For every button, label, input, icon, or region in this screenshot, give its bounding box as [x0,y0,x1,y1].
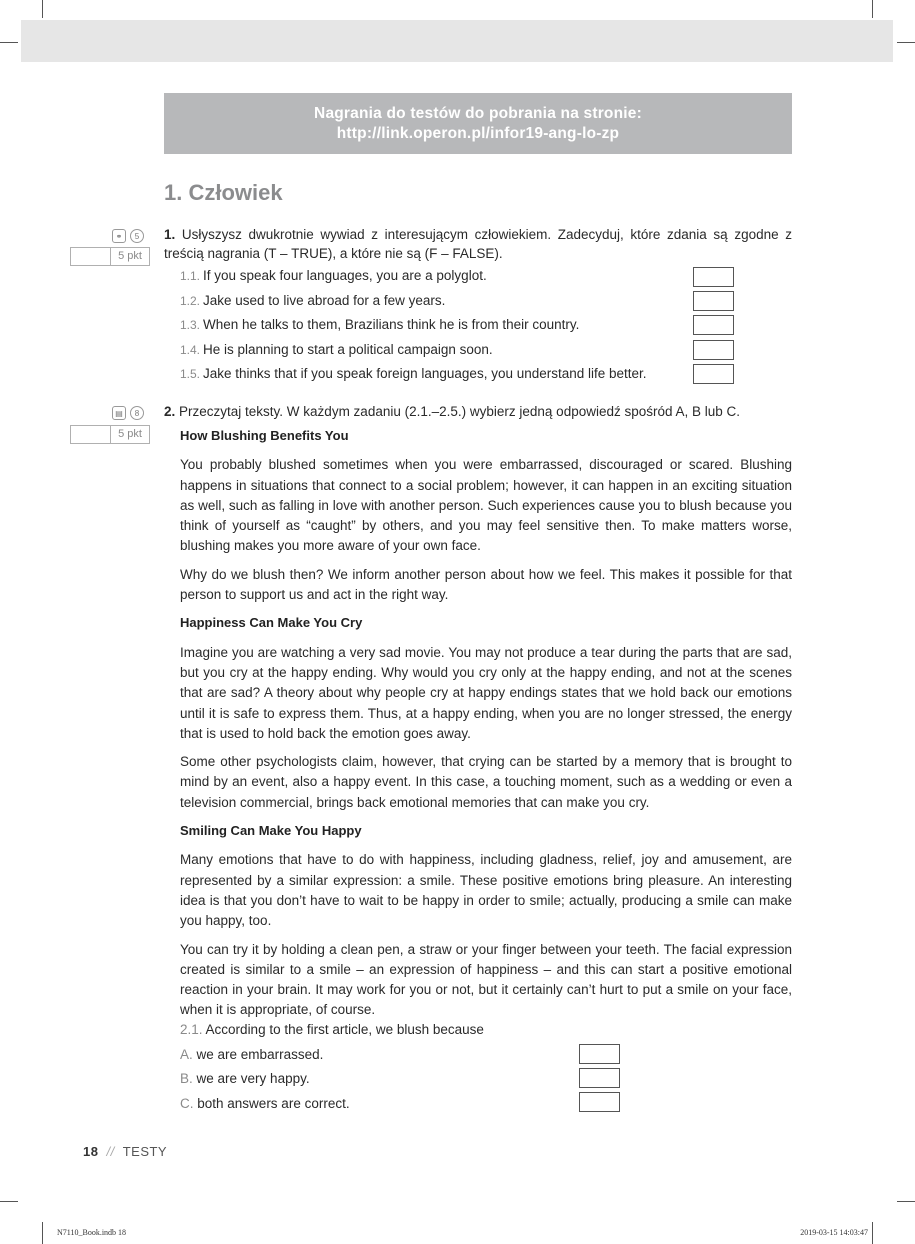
page-footer [83,1144,167,1159]
crop-mark [897,42,915,43]
list-item [180,291,740,316]
timer-icon [130,229,144,243]
points-box [70,425,150,444]
points-label: 5 pkt [110,426,149,443]
option-text: we are very happy. [196,1071,310,1086]
crop-mark [0,42,18,43]
instruction-text: Przeczytaj teksty. W każdym zadaniu (2.1.–2.5.) wybierz jedną odpowiedź spośród A, B lub C. [179,404,741,419]
crop-mark [872,0,873,18]
ear-icon: ⚭ [112,229,126,243]
article-paragraph: You can try it by holding a clean pen, a straw or your finger between your teeth. The facial expression created is similar to a smile – an expression of happiness – and this can start a positive emotional reaction in your brain. It may work for you or not, but it certainly can’t hurt to put a smile on your face, when it is appropriate, of course. [180,941,792,1018]
crop-mark [897,1201,915,1202]
question-number: 2.1. [180,1022,203,1037]
list-item [180,315,740,340]
task-number: 2. [164,404,176,419]
banner-link[interactable]: http://link.operon.pl/infor19-ang-lo-zp [336,125,620,142]
option-letter: C. [180,1095,194,1111]
answer-box[interactable] [693,340,734,360]
print-file-info: N7110_Book.indb 18 [57,1228,127,1237]
article-paragraph: Imagine you are watching a very sad movie. You may not produce a tear during the parts that are sad, but you cry at the happy ending. Why would you cry only at the happy ending, and not at the scenes that are sad? A theory about why people cry at happy endings states that we hold back our emotions until it is safe to express them. Thus, at a happy ending, when you are no longer stressed, the energy that is used to hold back the emotion goes away. [180,644,792,741]
option-text: both answers are correct. [197,1095,350,1111]
item-text: Jake used to live abroad for a few years. [203,292,446,308]
answer-box[interactable] [579,1092,620,1112]
timer-label: 8 [134,408,140,418]
article-paragraph: Some other psychologists claim, however, that crying can be started by a memory that is brought to mind by an event, also a happy event. In this case, a touching moment, such as a wedding or even a television commercial, brings back emotional memories that can make you cry. [180,754,792,810]
list-item [180,266,740,291]
option-text: we are embarrassed. [196,1046,324,1062]
true-false-list [180,266,740,389]
reading-icon: ▤ [112,406,126,420]
question-2-1 [180,1020,640,1118]
crop-mark [42,0,43,18]
footer-section: TESTY [122,1144,168,1159]
timer-label: 5 [134,231,140,241]
article-title: How Blushing Benefits You [180,428,349,443]
answer-option [180,1094,640,1119]
answer-box[interactable] [693,267,734,287]
answer-box[interactable] [579,1068,620,1088]
points-box [70,247,150,266]
download-banner [164,93,792,154]
item-number: 1.4. [180,342,201,357]
answer-box[interactable] [693,315,734,335]
header-band [21,20,893,62]
item-number: 1.3. [180,318,201,332]
list-item [180,340,740,365]
crop-mark [872,1222,873,1244]
crop-mark [42,1222,43,1244]
task1-instruction [164,225,792,263]
item-number: 1.2. [180,293,201,308]
article-paragraph: You probably blushed sometimes when you were embarrassed, discouraged or scared. Blushing happens in situations that connect to a social problem; however, it can happen in an exciting situation as well, such as falling in love with another person. Such experiences cause you to blush because you think of yourself as “caught” by others, and you may feel sensitive then. To make matters worse, blushing makes you more aware of your own face. [180,457,792,554]
section-title: 1. Człowiek [164,180,283,205]
item-text: He is planning to start a political campaign soon. [203,341,493,357]
item-text: When he talks to them, Brazilians think he is from their country. [203,317,580,332]
question-stem [180,1020,640,1045]
article-title: Smiling Can Make You Happy [180,823,362,839]
question-text: According to the first article, we blush because [205,1022,484,1037]
print-timestamp: 2019-03-15 14:03:47 [800,1228,868,1237]
article-paragraph: Why do we blush then? We inform another person about how we feel. This makes it possible for that person to support us and act in the right way. [180,566,792,603]
option-letter: B. [180,1071,193,1086]
answer-box[interactable] [693,291,734,311]
article-title: Happiness Can Make You Cry [180,615,363,631]
answer-option [180,1045,640,1070]
footer-separator: // [106,1144,115,1159]
instruction-text: Usłyszysz dwukrotnie wywiad z interesującym człowiekiem. Zadecyduj, które zdania są zgodne z treścią nagrania (T – TRUE), a które nie są (F – FALSE). [164,227,792,261]
answer-option [180,1069,640,1094]
article-paragraph: Many emotions that have to do with happiness, including gladness, relief, joy and amusement, are represented by a similar expression: a smile. These positive emotions bring pleasure. An interesting idea is that you don’t have to wait to be happy in order to smile; actually, producing a smile can make you happy, too. [180,852,792,929]
points-label: 5 pkt [110,248,149,265]
banner-line-1: Nagrania do testów do pobrania na stronie: [314,105,642,122]
answer-box[interactable] [579,1044,620,1064]
task2-instruction [164,402,792,421]
list-item [180,364,740,389]
item-text: If you speak four languages, you are a polyglot. [203,268,487,283]
item-number: 1.5. [180,367,201,381]
task-number: 1. [164,227,176,242]
item-text: Jake thinks that if you speak foreign languages, you understand life better. [203,366,647,381]
option-letter: A. [180,1046,193,1062]
crop-mark [0,1201,18,1202]
page-number: 18 [83,1144,99,1159]
task1-icons [112,229,144,243]
task2-icons [112,406,144,420]
answer-box[interactable] [693,364,734,384]
timer-icon [130,406,144,420]
reading-texts [180,426,792,1029]
item-number: 1.1. [180,269,201,283]
